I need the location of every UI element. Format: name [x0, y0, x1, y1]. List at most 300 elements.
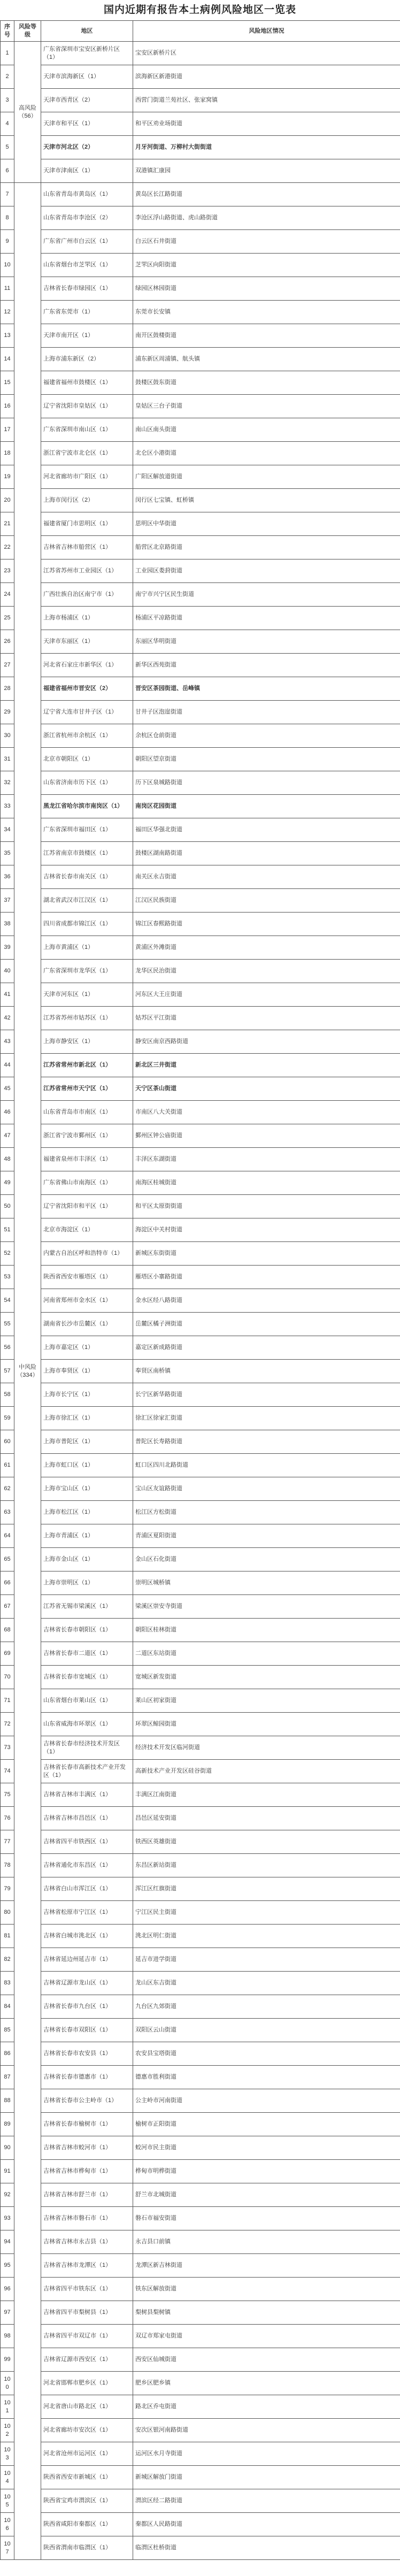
- area-cell: 双辽市郑家屯街道: [133, 2325, 400, 2348]
- area-cell: 新北区三井街道: [133, 1054, 400, 1077]
- table-row: [1, 301, 400, 324]
- row-number: 64: [1, 1524, 14, 1548]
- region-cell: 陕西省西安市雁塔区（1）: [41, 1266, 133, 1289]
- row-number: 61: [1, 1454, 14, 1477]
- row-number: 100: [1, 2372, 14, 2395]
- row-number: 16: [1, 395, 14, 418]
- region-cell: 河南省郑州市金水区（1）: [41, 1289, 133, 1313]
- row-number: 59: [1, 1407, 14, 1430]
- area-cell: 南开区鼓楼街道: [133, 324, 400, 348]
- region-cell: 上海市青浦区（1）: [41, 1524, 133, 1548]
- table-row: [1, 1360, 400, 1383]
- row-number: 55: [1, 1313, 14, 1336]
- row-number: 50: [1, 1195, 14, 1218]
- table-row: [1, 1524, 400, 1548]
- table-row: [1, 795, 400, 818]
- risk-area-table: [0, 20, 400, 2560]
- table-row: [1, 136, 400, 159]
- region-cell: 江苏省苏州市工业园区（1）: [41, 559, 133, 583]
- row-number: 46: [1, 1101, 14, 1124]
- row-number: 88: [1, 2089, 14, 2113]
- table-row: [1, 2278, 400, 2301]
- region-cell: 浙江省宁波市北仑区（1）: [41, 442, 133, 465]
- table-row: [1, 1407, 400, 1430]
- table-row: [1, 2395, 400, 2419]
- area-cell: 虹口区四川北路街道: [133, 1454, 400, 1477]
- row-number: 33: [1, 795, 14, 818]
- row-number: 43: [1, 1030, 14, 1054]
- row-number: 78: [1, 1854, 14, 1877]
- area-cell: 秦都区人民路街道: [133, 2513, 400, 2536]
- area-cell: 岳麓区橘子洲街道: [133, 1313, 400, 1336]
- table-row: [1, 324, 400, 348]
- area-cell: 蛟河市民主街道: [133, 2136, 400, 2160]
- row-number: 58: [1, 1383, 14, 1407]
- table-row: [1, 607, 400, 630]
- area-cell: 二道区东站街道: [133, 1642, 400, 1666]
- header-region: 地区: [41, 21, 133, 42]
- region-cell: 陕西省宝鸡市渭滨区（1）: [41, 2489, 133, 2513]
- table-row: [1, 442, 400, 465]
- region-cell: 天津市东丽区（1）: [41, 630, 133, 654]
- region-cell: 山东省烟台市莱山区（1）: [41, 1689, 133, 1713]
- row-number: 90: [1, 2136, 14, 2160]
- row-number: 80: [1, 1901, 14, 1925]
- region-cell: 上海市崇明区（1）: [41, 1571, 133, 1595]
- table-row: [1, 748, 400, 771]
- region-cell: 吉林省吉林市龙潭区（1）: [41, 2254, 133, 2278]
- region-cell: 吉林省通化市东昌区（1）: [41, 1854, 133, 1877]
- region-cell: 山东省青岛市市南区（1）: [41, 1101, 133, 1124]
- region-cell: 福建省厦门市思明区（1）: [41, 512, 133, 536]
- region-cell: 广东省广州市白云区（1）: [41, 230, 133, 254]
- region-cell: 辽宁省沈阳市和平区（1）: [41, 1195, 133, 1218]
- area-cell: 舒兰市北城街道: [133, 2183, 400, 2207]
- row-number: 34: [1, 818, 14, 842]
- table-row: [1, 1077, 400, 1101]
- table-row: [1, 277, 400, 301]
- row-number: 94: [1, 2230, 14, 2254]
- region-cell: 河北省邯郸市肥乡区（1）: [41, 2372, 133, 2395]
- table-row: [1, 348, 400, 371]
- region-cell: 天津市津南区（1）: [41, 159, 133, 183]
- area-cell: 铁西区英雄街道: [133, 1830, 400, 1854]
- region-cell: 吉林省长春市双阳区（1）: [41, 2019, 133, 2042]
- region-cell: 吉林省长春市绿园区（1）: [41, 277, 133, 301]
- area-cell: 桦甸市明桦街道: [133, 2160, 400, 2183]
- region-cell: 山东省威海市环翠区（1）: [41, 1713, 133, 1736]
- area-cell: 延吉市进学街道: [133, 1948, 400, 1972]
- region-cell: 北京市朝阳区（1）: [41, 748, 133, 771]
- area-cell: 宝安区新桥片区: [133, 42, 400, 65]
- region-cell: 吉林省长春市朝阳区（1）: [41, 1619, 133, 1642]
- row-number: 25: [1, 607, 14, 630]
- region-cell: 河北省石家庄市新华区（1）: [41, 654, 133, 677]
- row-number: 44: [1, 1054, 14, 1077]
- region-cell: 上海市普陀区（1）: [41, 1430, 133, 1454]
- area-cell: 西营门街道兰苑社区、张家窝镇: [133, 89, 400, 112]
- area-cell: 南山区南头街道: [133, 418, 400, 442]
- region-cell: 吉林省吉林市永吉县（1）: [41, 2230, 133, 2254]
- row-number: 63: [1, 1501, 14, 1524]
- region-cell: 广东省深圳市宝安区新桥片区（1）: [41, 42, 133, 65]
- table-row: [1, 1713, 400, 1736]
- table-row: [1, 1171, 400, 1195]
- table-row: [1, 1336, 400, 1360]
- region-cell: 吉林省吉林市丰满区（1）: [41, 1783, 133, 1807]
- row-number: 38: [1, 913, 14, 936]
- row-number: 96: [1, 2278, 14, 2301]
- table-row: [1, 1783, 400, 1807]
- area-cell: 甘井子区泡崖街道: [133, 701, 400, 724]
- region-cell: 吉林省延边州延吉市（1）: [41, 1948, 133, 1972]
- table-row: [1, 936, 400, 960]
- region-cell: 辽宁省沈阳市皇姑区（1）: [41, 395, 133, 418]
- table-row: [1, 913, 400, 936]
- table-row: [1, 2442, 400, 2466]
- table-row: [1, 159, 400, 183]
- table-row: [1, 230, 400, 254]
- area-cell: 芝罘区向阳街道: [133, 254, 400, 277]
- area-cell: 船营区北京路街道: [133, 536, 400, 559]
- area-cell: 浦东新区周浦镇、航头镇: [133, 348, 400, 371]
- area-cell: 鄞州区钟公庙街道: [133, 1124, 400, 1148]
- table-row: [1, 2254, 400, 2278]
- area-cell: 历下区泉城路街道: [133, 771, 400, 795]
- table-row: [1, 1430, 400, 1454]
- row-number: 67: [1, 1595, 14, 1619]
- table-row: [1, 1689, 400, 1713]
- region-cell: 山东省济南市历下区（1）: [41, 771, 133, 795]
- row-number: 22: [1, 536, 14, 559]
- area-cell: 南关区永吉街道: [133, 865, 400, 889]
- area-cell: 安次区银河南路街道: [133, 2419, 400, 2442]
- area-cell: 思明区中华街道: [133, 512, 400, 536]
- row-number: 53: [1, 1266, 14, 1289]
- region-cell: 黑龙江省哈尔滨市南岗区（1）: [41, 795, 133, 818]
- row-number: 86: [1, 2042, 14, 2066]
- area-cell: 宽城区新发街道: [133, 1666, 400, 1689]
- region-cell: 广东省深圳市福田区（1）: [41, 818, 133, 842]
- region-cell: 吉林省吉林市昌邑区（1）: [41, 1807, 133, 1830]
- table-row: [1, 701, 400, 724]
- area-cell: 榆树市正阳街道: [133, 2113, 400, 2136]
- area-cell: 和平区太原街街道: [133, 1195, 400, 1218]
- row-number: 47: [1, 1124, 14, 1148]
- region-cell: 上海市徐汇区（1）: [41, 1407, 133, 1430]
- region-cell: 上海市松江区（1）: [41, 1501, 133, 1524]
- area-cell: 河东区大王庄街道: [133, 983, 400, 1007]
- area-cell: 白云区石井街道: [133, 230, 400, 254]
- area-cell: 龙华区民治街道: [133, 960, 400, 983]
- area-cell: 新华区西苑街道: [133, 654, 400, 677]
- region-cell: 天津市西青区（2）: [41, 89, 133, 112]
- area-cell: 锦江区春熙路街道: [133, 913, 400, 936]
- region-cell: 广西壮族自治区南宁市（1）: [41, 583, 133, 607]
- region-cell: 河北省廊坊市广阳区（1）: [41, 465, 133, 489]
- region-cell: 江苏省常州市天宁区（1）: [41, 1077, 133, 1101]
- region-cell: 辽宁省大连市甘井子区（1）: [41, 701, 133, 724]
- table-row: [1, 1666, 400, 1689]
- area-cell: 鼓楼区湖南路街道: [133, 842, 400, 865]
- region-cell: 吉林省吉林市船营区（1）: [41, 536, 133, 559]
- region-cell: 江苏省常州市新北区（1）: [41, 1054, 133, 1077]
- table-row: [1, 983, 400, 1007]
- area-cell: 朝阳区桂林街道: [133, 1619, 400, 1642]
- table-row: [1, 1830, 400, 1854]
- row-number: 54: [1, 1289, 14, 1313]
- row-number: 7: [1, 183, 14, 206]
- table-row: [1, 465, 400, 489]
- row-number: 52: [1, 1242, 14, 1266]
- area-cell: 闵行区七宝镇、虹桥镇: [133, 489, 400, 512]
- area-cell: 梁溪区崇安寺街道: [133, 1595, 400, 1619]
- region-cell: 吉林省长春市高新技术产业开发区（1）: [41, 1760, 133, 1783]
- table-row: [1, 1195, 400, 1218]
- region-cell: 吉林省长春市南关区（1）: [41, 865, 133, 889]
- row-number: 9: [1, 230, 14, 254]
- region-cell: 天津市滨海新区（1）: [41, 65, 133, 89]
- row-number: 92: [1, 2183, 14, 2207]
- region-cell: 吉林省四平市梨树县（1）: [41, 2301, 133, 2325]
- row-number: 98: [1, 2325, 14, 2348]
- row-number: 65: [1, 1548, 14, 1571]
- region-cell: 吉林省吉林市桦甸市（1）: [41, 2160, 133, 2183]
- region-cell: 天津市河北区（2）: [41, 136, 133, 159]
- area-cell: 南岗区花园街道: [133, 795, 400, 818]
- table-row: [1, 2207, 400, 2230]
- area-cell: 南海区桂城街道: [133, 1171, 400, 1195]
- table-row: [1, 842, 400, 865]
- table-row: [1, 2183, 400, 2207]
- area-cell: 南宁市兴宁区民生街道: [133, 583, 400, 607]
- row-number: 69: [1, 1642, 14, 1666]
- region-cell: 河北省廊坊市安次区（1）: [41, 2419, 133, 2442]
- area-cell: 奉贤区南桥镇: [133, 1360, 400, 1383]
- area-cell: 宝山区友谊路街道: [133, 1477, 400, 1501]
- row-number: 97: [1, 2301, 14, 2325]
- row-number: 66: [1, 1571, 14, 1595]
- area-cell: 滨海新区新港街道: [133, 65, 400, 89]
- region-cell: 吉林省长春市经济技术开发区（1）: [41, 1736, 133, 1760]
- area-cell: 青浦区夏阳街道: [133, 1524, 400, 1548]
- row-number: 56: [1, 1336, 14, 1360]
- area-cell: 晋安区茶园街道、岳峰镇: [133, 677, 400, 701]
- region-cell: 陕西省渭南市临渭区（1）: [41, 2536, 133, 2560]
- table-row: [1, 1101, 400, 1124]
- area-cell: 渭滨区经二路街道: [133, 2489, 400, 2513]
- area-cell: 梨树县梨树镇: [133, 2301, 400, 2325]
- row-number: 39: [1, 936, 14, 960]
- row-number: 11: [1, 277, 14, 301]
- region-cell: 湖南省长沙市岳麓区（1）: [41, 1313, 133, 1336]
- table-row: [1, 1877, 400, 1901]
- row-number: 27: [1, 654, 14, 677]
- table-row: [1, 489, 400, 512]
- row-number: 24: [1, 583, 14, 607]
- region-cell: 吉林省长春市九台区（1）: [41, 1995, 133, 2019]
- header-level: 风险等级: [14, 21, 41, 42]
- region-cell: 湖北省武汉市江汉区（1）: [41, 889, 133, 913]
- table-row: [1, 771, 400, 795]
- table-row: [1, 2136, 400, 2160]
- area-cell: 昌邑区延安街道: [133, 1807, 400, 1830]
- area-cell: 公主岭市河南街道: [133, 2089, 400, 2113]
- table-row: [1, 2113, 400, 2136]
- region-cell: 吉林省松原市宁江区（1）: [41, 1901, 133, 1925]
- row-number: 35: [1, 842, 14, 865]
- table-row: [1, 1595, 400, 1619]
- row-number: 17: [1, 418, 14, 442]
- row-number: 32: [1, 771, 14, 795]
- row-number: 106: [1, 2513, 14, 2536]
- region-cell: 河北省唐山市路北区（1）: [41, 2395, 133, 2419]
- table-row: [1, 2301, 400, 2325]
- region-cell: 北京市海淀区（1）: [41, 1218, 133, 1242]
- region-cell: 天津市河东区（1）: [41, 983, 133, 1007]
- row-number: 105: [1, 2489, 14, 2513]
- row-number: 77: [1, 1830, 14, 1854]
- table-row: [1, 1642, 400, 1666]
- table-row: [1, 2230, 400, 2254]
- table-row: [1, 371, 400, 395]
- table-row: [1, 2089, 400, 2113]
- area-cell: 海淀区中关村街道: [133, 1218, 400, 1242]
- region-cell: 吉林省白山市浑江区（1）: [41, 1877, 133, 1901]
- region-cell: 上海市黄浦区（1）: [41, 936, 133, 960]
- row-number: 8: [1, 206, 14, 230]
- region-cell: 山东省烟台市芝罘区（1）: [41, 254, 133, 277]
- table-row: [1, 2066, 400, 2089]
- region-cell: 天津市南开区（1）: [41, 324, 133, 348]
- area-cell: 双港镇汇康园: [133, 159, 400, 183]
- row-number: 42: [1, 1007, 14, 1030]
- area-cell: 江汉区民族街道: [133, 889, 400, 913]
- region-cell: 广东省深圳市南山区（1）: [41, 418, 133, 442]
- table-row: [1, 1571, 400, 1595]
- table-body: [1, 42, 400, 2560]
- region-cell: 吉林省白城市洮北区（1）: [41, 1925, 133, 1948]
- row-number: 31: [1, 748, 14, 771]
- row-number: 6: [1, 159, 14, 183]
- area-cell: 黄岛区长江路街道: [133, 183, 400, 206]
- region-cell: 江苏省苏州市姑苏区（1）: [41, 1007, 133, 1030]
- risk-level-medium: 中风险（334）: [14, 183, 41, 2560]
- area-cell: 松江区方松街道: [133, 1501, 400, 1524]
- table-row: [1, 1925, 400, 1948]
- region-cell: 上海市宝山区（1）: [41, 1477, 133, 1501]
- region-cell: 山东省青岛市李沧区（2）: [41, 206, 133, 230]
- table-row: [1, 1124, 400, 1148]
- row-number: 49: [1, 1171, 14, 1195]
- table-row: [1, 2019, 400, 2042]
- table-row: [1, 89, 400, 112]
- row-number: 15: [1, 371, 14, 395]
- row-number: 83: [1, 1972, 14, 1995]
- table-row: [1, 2042, 400, 2066]
- area-cell: 丰满区江南街道: [133, 1783, 400, 1807]
- table-row: [1, 559, 400, 583]
- region-cell: 江苏省南京市鼓楼区（1）: [41, 842, 133, 865]
- region-cell: 吉林省辽源市龙山区（1）: [41, 1972, 133, 1995]
- area-cell: 铁东区解放街道: [133, 2278, 400, 2301]
- table-row: [1, 1901, 400, 1925]
- region-cell: 上海市虹口区（1）: [41, 1454, 133, 1477]
- row-number: 101: [1, 2395, 14, 2419]
- region-cell: 吉林省长春市宽城区（1）: [41, 1666, 133, 1689]
- row-number: 74: [1, 1760, 14, 1783]
- table-row: [1, 1313, 400, 1336]
- area-cell: 北仑区小港街道: [133, 442, 400, 465]
- row-number: 13: [1, 324, 14, 348]
- region-cell: 吉林省长春市德惠市（1）: [41, 2066, 133, 2089]
- area-cell: 徐汇区徐家汇街道: [133, 1407, 400, 1430]
- table-row: [1, 1148, 400, 1171]
- region-cell: 吉林省吉林市磐石市（1）: [41, 2207, 133, 2230]
- area-cell: 西安区仙城街道: [133, 2348, 400, 2372]
- risk-level-high: 高风险（56）: [14, 42, 41, 183]
- area-cell: 龙潭区新吉林街道: [133, 2254, 400, 2278]
- area-cell: 朝阳区望京街道: [133, 748, 400, 771]
- region-cell: 吉林省四平市双辽市（1）: [41, 2325, 133, 2348]
- row-number: 62: [1, 1477, 14, 1501]
- area-cell: 黄浦区外滩街道: [133, 936, 400, 960]
- region-cell: 吉林省四平市铁西区（1）: [41, 1830, 133, 1854]
- region-cell: 吉林省吉林市舒兰市（1）: [41, 2183, 133, 2207]
- region-cell: 吉林省长春市二道区（1）: [41, 1642, 133, 1666]
- row-number: 104: [1, 2466, 14, 2489]
- region-cell: 上海市静安区（1）: [41, 1030, 133, 1054]
- region-cell: 福建省福州市鼓楼区（1）: [41, 371, 133, 395]
- region-cell: 上海市嘉定区（1）: [41, 1336, 133, 1360]
- area-cell: 龙山区东吉街道: [133, 1972, 400, 1995]
- row-number: 72: [1, 1713, 14, 1736]
- region-cell: 吉林省长春市榆树市（1）: [41, 2113, 133, 2136]
- table-row: [1, 2372, 400, 2395]
- region-cell: 上海市浦东新区（2）: [41, 348, 133, 371]
- region-cell: 陕西省西安市新城区（1）: [41, 2466, 133, 2489]
- region-cell: 陕西省咸阳市秦都区（1）: [41, 2513, 133, 2536]
- table-row: [1, 889, 400, 913]
- area-cell: 姑苏区平江街道: [133, 1007, 400, 1030]
- table-row: [1, 1383, 400, 1407]
- table-row: [1, 112, 400, 136]
- area-cell: 福田区华强北街道: [133, 818, 400, 842]
- area-cell: 雁塔区小寨路街道: [133, 1266, 400, 1289]
- row-number: 4: [1, 112, 14, 136]
- area-cell: 路北区乔屯街道: [133, 2395, 400, 2419]
- area-cell: 绿园区林园街道: [133, 277, 400, 301]
- region-cell: 福建省福州市晋安区（2）: [41, 677, 133, 701]
- row-number: 29: [1, 701, 14, 724]
- table-row: [1, 865, 400, 889]
- table-row: [1, 418, 400, 442]
- area-cell: 环翠区鲸园街道: [133, 1713, 400, 1736]
- table-row: [1, 2419, 400, 2442]
- row-number: 20: [1, 489, 14, 512]
- table-row: [1, 536, 400, 559]
- area-cell: 新城区解放门街道: [133, 2466, 400, 2489]
- table-row: [1, 2348, 400, 2372]
- table-row: [1, 1972, 400, 1995]
- row-number: 23: [1, 559, 14, 583]
- row-number: 84: [1, 1995, 14, 2019]
- row-number: 103: [1, 2442, 14, 2466]
- area-cell: 运河区水月寺街道: [133, 2442, 400, 2466]
- table-row: [1, 512, 400, 536]
- row-number: 21: [1, 512, 14, 536]
- table-row: [1, 1619, 400, 1642]
